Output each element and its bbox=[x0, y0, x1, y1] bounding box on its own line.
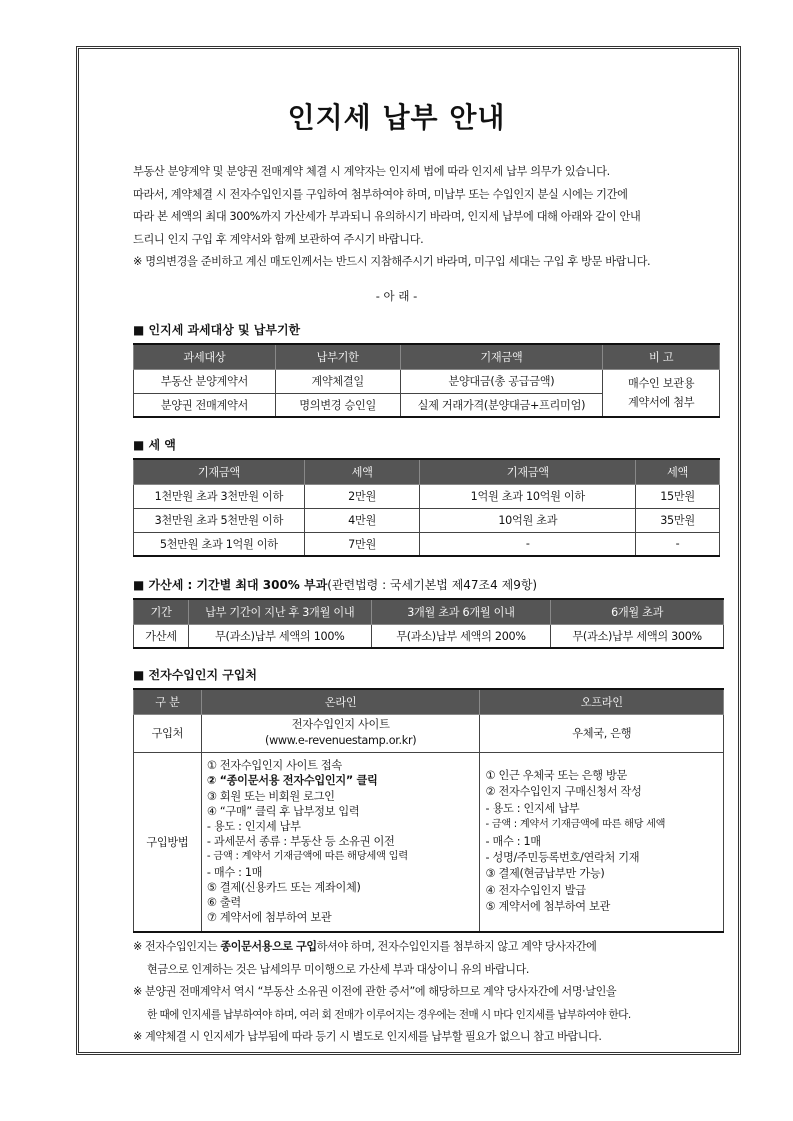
step-item: ⑤ 계약서에 첨부하여 보관 bbox=[485, 900, 611, 914]
table-header-row bbox=[134, 344, 720, 369]
column-header: 기간 bbox=[134, 599, 189, 624]
column-header: 비 고 bbox=[603, 344, 720, 369]
table-cell: 계약체결일 bbox=[275, 369, 400, 393]
table-cell: 무(과소)납부 세액의 300% bbox=[551, 624, 724, 648]
page-title: 인지세 납부 안내 bbox=[287, 101, 506, 134]
section-heading-purchase: ■ 전자수입인지 구입처 bbox=[133, 668, 258, 682]
table-cell: 5천만원 초과 1억원 이하 bbox=[134, 532, 305, 556]
step-item: ③ 결제(현금납부만 가능) bbox=[485, 867, 605, 881]
footnote-line: ※ 분양권 전매계약서 역시 “부동산 소유권 이전에 관한 증서”에 해당하므로 계약 당사자간에 서명·날인을 bbox=[133, 985, 617, 998]
table-cell: 1천만원 초과 3천만원 이하 bbox=[134, 484, 305, 508]
column-header: 구 분 bbox=[134, 689, 202, 714]
table-header-row bbox=[134, 689, 724, 714]
step-item: - 용도 : 인지세 납부 bbox=[485, 801, 580, 815]
step-item: - 금액 : 계약서 기재금액에 따른 해당세액 입력 bbox=[206, 850, 408, 863]
table-cell: 4만원 bbox=[304, 508, 420, 532]
section-heading-taxable: ■ 인지세 과세대상 및 납부기한 bbox=[133, 323, 301, 337]
column-header: 6개월 초과 bbox=[551, 599, 724, 624]
step-item: ② “종이문서용 전자수입인지” 클릭 bbox=[206, 774, 378, 788]
step-item: - 성명/주민등록번호/연락처 기재 bbox=[485, 850, 640, 864]
section-heading-tax-amount: ■ 세 액 bbox=[133, 438, 176, 452]
table-cell: 실제 거래가격(분양대금+프리미엄) bbox=[400, 393, 603, 417]
column-header: 오프라인 bbox=[480, 689, 724, 714]
offline-steps-cell bbox=[480, 752, 724, 932]
online-site-name: 전자수입인지 사이트 bbox=[291, 718, 390, 731]
step-item: ② 전자수입인지 구매신청서 작성 bbox=[485, 785, 642, 799]
table-cell: 7만원 bbox=[304, 532, 420, 556]
remark-line: 계약서에 첨부 bbox=[627, 395, 695, 409]
table-cell: 명의변경 승인일 bbox=[275, 393, 400, 417]
footnote-line: 한 때에 인지세를 납부하여야 하며, 여러 회 전매가 이루어지는 경우에는 전매 시 마다 인지세를 납부하여야 한다. bbox=[147, 1008, 631, 1021]
row-label: 구입방법 bbox=[134, 752, 202, 932]
column-header: 온라인 bbox=[201, 689, 480, 714]
section-heading-penalty bbox=[133, 576, 537, 593]
intro-line: 따라서, 계약체결 시 전자수입인지를 구입하여 첨부하여야 하며, 미납부 또는 수입인지 분실 시에는 기간에 bbox=[133, 187, 628, 201]
penalty-legal-reference: (관련법령 : 국세기본법 제47조4 제9항) bbox=[327, 578, 538, 592]
column-header: 기재금액 bbox=[420, 459, 636, 484]
column-header: 세액 bbox=[636, 459, 720, 484]
step-item: - 매수 : 1매 bbox=[485, 834, 541, 848]
table-cell: 3천만원 초과 5천만원 이하 bbox=[134, 508, 305, 532]
step-item: - 용도 : 인지세 납부 bbox=[206, 819, 301, 833]
below-notice: - 아 래 - bbox=[375, 289, 418, 303]
online-steps-cell bbox=[201, 752, 480, 932]
table-cell: 분양대금(총 공급금액) bbox=[400, 369, 603, 393]
table-cell: 가산세 bbox=[134, 624, 189, 648]
step-item: ③ 회원 또는 비회원 로그인 bbox=[206, 789, 335, 803]
taxable-table bbox=[133, 343, 720, 418]
footnote-text: ※ 전자수입인지는 bbox=[133, 940, 221, 953]
step-item: ⑦ 계약서에 첨부하여 보관 bbox=[206, 911, 332, 925]
tax-amount-table bbox=[133, 458, 720, 557]
footnote-line bbox=[133, 936, 725, 959]
footnote-text: 하셔야 하며, 전자수입인지를 첨부하지 않고 계약 당사자간에 bbox=[316, 940, 597, 953]
table-row bbox=[134, 752, 724, 932]
table-cell: - bbox=[420, 532, 636, 556]
step-item: ⑥ 출력 bbox=[206, 895, 241, 909]
step-item: ④ 전자수입인지 발급 bbox=[485, 883, 586, 897]
footnote-line: ※ 계약체결 시 인지세가 납부됨에 따라 등기 시 별도로 인지세를 납부할 필요가 없으니 참고 바랍니다. bbox=[133, 1030, 602, 1043]
step-item: ① 인근 우체국 또는 은행 방문 bbox=[485, 768, 628, 782]
purchase-table bbox=[133, 688, 724, 933]
table-cell: 부동산 분양계약서 bbox=[134, 369, 276, 393]
table-row bbox=[134, 714, 724, 752]
footnotes bbox=[133, 936, 725, 1049]
table-row bbox=[134, 624, 724, 648]
step-item: ④ “구매” 클릭 후 납부정보 입력 bbox=[206, 804, 360, 818]
table-row bbox=[134, 508, 720, 532]
online-place-cell bbox=[201, 714, 480, 752]
step-item: - 과세문서 종류 : 부동산 등 소유권 이전 bbox=[206, 835, 395, 849]
column-header: 기재금액 bbox=[400, 344, 603, 369]
step-item: - 매수 : 1매 bbox=[206, 865, 263, 879]
table-row bbox=[134, 369, 720, 393]
step-item: - 금액 : 계약서 기재금액에 따른 해당 세액 bbox=[485, 819, 666, 831]
column-header: 세액 bbox=[304, 459, 420, 484]
row-label: 구입처 bbox=[134, 714, 202, 752]
table-cell: 15만원 bbox=[636, 484, 720, 508]
intro-line: 부동산 분양계약 및 분양권 전매계약 체결 시 계약자는 인지세 법에 따라 인지세 납부 의무가 있습니다. bbox=[133, 165, 610, 178]
footnote-emphasis: 종이문서용으로 구입 bbox=[220, 940, 317, 953]
remark-line: 매수인 보관용 bbox=[627, 376, 695, 390]
table-row bbox=[134, 532, 720, 556]
intro-line: ※ 명의변경을 준비하고 계신 매도인께서는 반드시 지참해주시기 바라며, 미구입 세대는 구입 후 방문 바랍니다. bbox=[133, 255, 651, 269]
step-item: ① 전자수입인지 사이트 접속 bbox=[206, 759, 342, 773]
step-item: ⑤ 결제(신용카드 또는 계좌이체) bbox=[206, 880, 361, 894]
penalty-table bbox=[133, 598, 724, 649]
column-header: 납부 기간이 지난 후 3개월 이내 bbox=[188, 599, 371, 624]
column-header: 과세대상 bbox=[134, 344, 276, 369]
column-header: 3개월 초과 6개월 이내 bbox=[371, 599, 551, 624]
table-cell: 1억원 초과 10억원 이하 bbox=[420, 484, 636, 508]
table-cell: 35만원 bbox=[636, 508, 720, 532]
intro-paragraph bbox=[133, 161, 725, 274]
offline-place-cell: 우체국, 은행 bbox=[480, 714, 724, 752]
table-header-row bbox=[134, 459, 720, 484]
column-header: 기재금액 bbox=[134, 459, 305, 484]
table-cell: 분양권 전매계약서 bbox=[134, 393, 276, 417]
table-cell: - bbox=[636, 532, 720, 556]
table-header-row bbox=[134, 599, 724, 624]
intro-line: 따라 본 세액의 최대 300%까지 가산세가 부과되니 유의하시기 바라며, 인지세 납부에 대해 아래와 같이 안내 bbox=[133, 210, 641, 224]
footnote-line: 현금으로 인계하는 것은 납세의무 미이행으로 가산세 부과 대상이니 유의 바랍니다. bbox=[147, 962, 530, 976]
table-cell: 2만원 bbox=[304, 484, 420, 508]
column-header: 납부기한 bbox=[275, 344, 400, 369]
online-site-url: (www.e-revenuestamp.or.kr) bbox=[265, 734, 417, 747]
table-row bbox=[134, 484, 720, 508]
intro-line: 드리니 인지 구입 후 계약서와 함께 보관하여 주시기 바랍니다. bbox=[133, 232, 424, 246]
table-cell: 무(과소)납부 세액의 100% bbox=[188, 624, 371, 648]
table-cell: 10억원 초과 bbox=[420, 508, 636, 532]
remark-cell bbox=[603, 369, 720, 417]
penalty-heading-text: ■ 가산세 : 기간별 최대 300% 부과 bbox=[133, 578, 328, 592]
table-cell: 무(과소)납부 세액의 200% bbox=[371, 624, 551, 648]
